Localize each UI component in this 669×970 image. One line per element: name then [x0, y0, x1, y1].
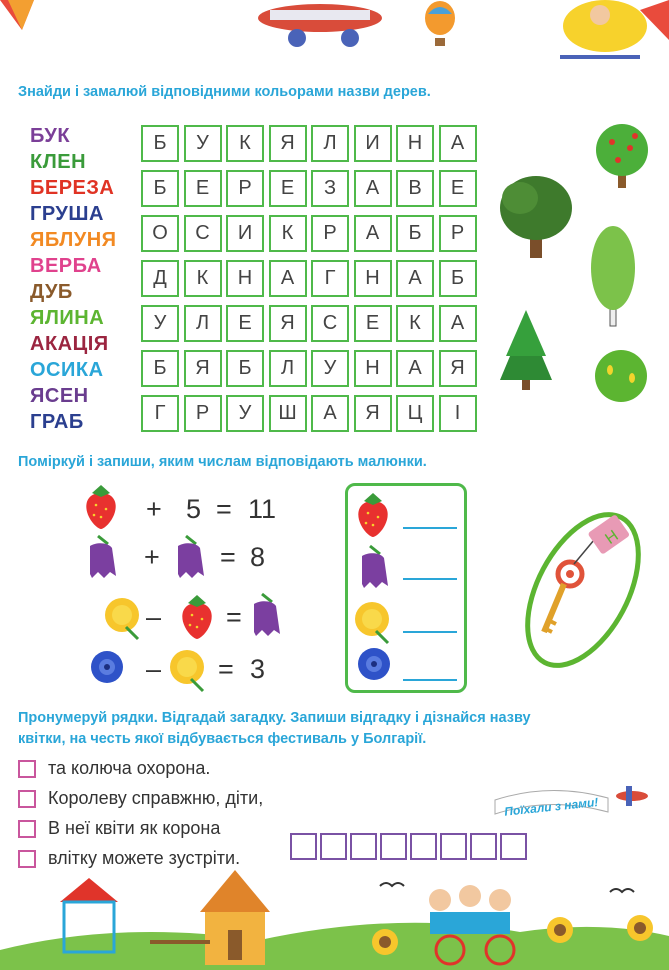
grid-cell[interactable]: Б — [226, 350, 264, 387]
eq2-result: 8 — [250, 542, 266, 572]
grid-cell[interactable]: Н — [226, 260, 264, 297]
tree-illustrations — [490, 118, 665, 403]
grid-cell[interactable]: Р — [184, 395, 222, 432]
grid-cell[interactable]: С — [311, 305, 349, 342]
cornflower-icon — [85, 645, 129, 689]
tree-word: ОСИКА — [30, 359, 104, 381]
bellflower-icon — [244, 586, 294, 644]
grid-cell[interactable]: А — [396, 350, 434, 387]
eq4-result: 3 — [250, 654, 266, 684]
answer-letter-box[interactable] — [410, 833, 437, 860]
eq1-equals: = — [216, 494, 232, 524]
banner-text: Поїхали з нами! — [503, 794, 599, 819]
bellflower-icon — [80, 528, 130, 586]
strawberry-icon — [350, 486, 398, 540]
bellflower-icon — [168, 528, 218, 586]
riddle-line: та колюча охорона. — [48, 758, 211, 778]
grid-cell[interactable]: Е — [184, 170, 222, 207]
grid-cell[interactable]: У — [184, 125, 222, 162]
eq3-equals: = — [226, 602, 242, 632]
helicopter-icon — [560, 0, 647, 59]
grid-cell[interactable]: Л — [269, 350, 307, 387]
grid-cell[interactable]: К — [226, 125, 264, 162]
grid-cell[interactable]: Л — [311, 125, 349, 162]
line-number-box[interactable] — [18, 760, 36, 778]
grid-cell[interactable]: А — [354, 170, 392, 207]
eq1-result: 11 — [248, 494, 277, 524]
house-icon — [200, 870, 270, 965]
grid-cell[interactable]: Р — [311, 215, 349, 252]
strawberry-answer-line[interactable] — [403, 527, 457, 529]
eq3-op: – — [146, 602, 162, 632]
key-illustration — [508, 500, 658, 680]
bellflower-icon — [352, 538, 402, 596]
key-tag-letter: Н — [602, 527, 622, 548]
grid-cell[interactable]: Я — [269, 305, 307, 342]
line-number-box[interactable] — [18, 820, 36, 838]
birch-tree-icon — [591, 226, 635, 326]
eq1-op: + — [146, 494, 162, 524]
spruce-tree-icon — [500, 310, 552, 390]
grid-cell[interactable]: Д — [141, 260, 179, 297]
grid-cell[interactable]: У — [311, 350, 349, 387]
tree-word: АКАЦІЯ — [30, 333, 109, 355]
banner-plane — [490, 782, 660, 822]
tree-word: ГРАБ — [30, 411, 84, 433]
strawberry-icon — [174, 588, 222, 642]
strawberry-icon — [78, 478, 126, 532]
grid-cell[interactable]: Л — [184, 305, 222, 342]
tree-word: БЕРЕЗА — [30, 177, 115, 199]
grid-cell[interactable]: К — [269, 215, 307, 252]
kite-icon — [0, 0, 34, 30]
grid-cell[interactable]: Я — [354, 395, 392, 432]
grid-cell[interactable]: Б — [396, 215, 434, 252]
dandelion-icon — [165, 644, 215, 696]
riddle-line: влітку можете зустріти. — [48, 848, 241, 868]
tree-word: ЯБЛУНЯ — [30, 229, 117, 251]
tree-word: ЯСЕН — [30, 385, 89, 407]
bird-icon — [380, 883, 634, 892]
airplane-icon — [258, 4, 382, 47]
tree-word: ГРУША — [30, 203, 104, 225]
grid-cell[interactable]: С — [184, 215, 222, 252]
grid-cell[interactable]: Е — [226, 305, 264, 342]
grid-cell[interactable]: Н — [354, 350, 392, 387]
grid-cell[interactable]: А — [396, 260, 434, 297]
balloon-icon — [425, 1, 455, 46]
grid-cell[interactable]: Р — [439, 215, 477, 252]
answer-letter-box[interactable] — [500, 833, 527, 860]
pear-tree-icon — [595, 350, 647, 402]
grid-cell[interactable]: Г — [311, 260, 349, 297]
dandelion-icon — [100, 592, 150, 644]
grid-cell[interactable]: Я — [439, 350, 477, 387]
grid-cell[interactable]: Е — [269, 170, 307, 207]
dandelion-answer-line[interactable] — [403, 631, 457, 633]
grid-cell[interactable]: Б — [141, 125, 179, 162]
eq4-op: – — [146, 654, 162, 684]
grid-cell[interactable]: Б — [439, 260, 477, 297]
line-number-box[interactable] — [18, 790, 36, 808]
cornflower-icon — [352, 642, 396, 686]
grid-cell[interactable]: К — [396, 305, 434, 342]
grid-cell[interactable]: Я — [269, 125, 307, 162]
grid-cell[interactable]: Б — [141, 350, 179, 387]
grid-cell[interactable]: Е — [354, 305, 392, 342]
dandelion-icon — [350, 596, 400, 648]
bottom-decoration — [0, 870, 669, 970]
grid-cell[interactable]: Ш — [269, 395, 307, 432]
grid-cell[interactable]: А — [439, 125, 477, 162]
answer-letter-box[interactable] — [290, 833, 317, 860]
oak-tree-icon — [500, 176, 572, 258]
grid-cell[interactable]: Н — [354, 260, 392, 297]
grid-cell[interactable]: И — [226, 215, 264, 252]
eq4-equals: = — [218, 654, 234, 684]
grid-cell[interactable]: Я — [184, 350, 222, 387]
small-plane-icon — [616, 786, 648, 806]
riddle-line: Королеву справжню, діти, — [48, 788, 264, 808]
grid-cell[interactable]: О — [141, 215, 179, 252]
cornflower-answer-line[interactable] — [403, 679, 457, 681]
grid-cell[interactable]: Е — [439, 170, 477, 207]
task1-instruction: Знайди і замалюй відповідними кольорами назви дерев. — [18, 84, 431, 100]
grid-cell[interactable]: А — [311, 395, 349, 432]
grid-cell[interactable]: І — [439, 395, 477, 432]
tree-word: ДУБ — [30, 281, 73, 303]
grid-cell[interactable]: А — [439, 305, 477, 342]
apple-tree-icon — [596, 124, 648, 188]
fence-icon — [150, 940, 210, 944]
tree-word: ВЕРБА — [30, 255, 102, 277]
eq2-op: + — [144, 542, 160, 572]
task2-instruction: Поміркуй і запиши, яким числам відповідають малюнки. — [18, 454, 427, 470]
grid-cell[interactable]: И — [354, 125, 392, 162]
key-icon — [544, 562, 582, 632]
answer-letter-box[interactable] — [350, 833, 377, 860]
answer-letter-box[interactable] — [380, 833, 407, 860]
grid-cell[interactable]: К — [184, 260, 222, 297]
grid-cell[interactable]: Р — [226, 170, 264, 207]
line-number-box[interactable] — [18, 850, 36, 868]
top-decoration — [0, 0, 669, 70]
grid-cell[interactable]: У — [226, 395, 264, 432]
grid-cell[interactable]: У — [141, 305, 179, 342]
answer-letter-box[interactable] — [440, 833, 467, 860]
grid-cell[interactable]: Б — [141, 170, 179, 207]
eq1-number: 5 — [186, 494, 202, 524]
tree-word: КЛЕН — [30, 151, 87, 173]
grid-cell[interactable]: Ц — [396, 395, 434, 432]
grid-cell[interactable]: В — [396, 170, 434, 207]
answer-letter-box[interactable] — [320, 833, 347, 860]
grid-cell[interactable]: Н — [396, 125, 434, 162]
task3-instruction-line1: Пронумеруй рядки. Відгадай загадку. Запиши відгадку і дізнайся назву — [18, 710, 531, 726]
eq2-equals: = — [220, 542, 236, 572]
answer-letter-box[interactable] — [470, 833, 497, 860]
grid-cell[interactable]: З — [311, 170, 349, 207]
bellflower-answer-line[interactable] — [403, 578, 457, 580]
grid-cell[interactable]: А — [269, 260, 307, 297]
tree-word: БУК — [30, 125, 71, 147]
tree-word: ЯЛИНА — [30, 307, 105, 329]
task3-instruction-line2: квітки, на честь якої відбувається фестиваль у Болгарії. — [18, 731, 427, 747]
grid-cell[interactable]: Г — [141, 395, 179, 432]
grid-cell[interactable]: А — [354, 215, 392, 252]
riddle-line: В неї квіти як корона — [48, 818, 221, 838]
